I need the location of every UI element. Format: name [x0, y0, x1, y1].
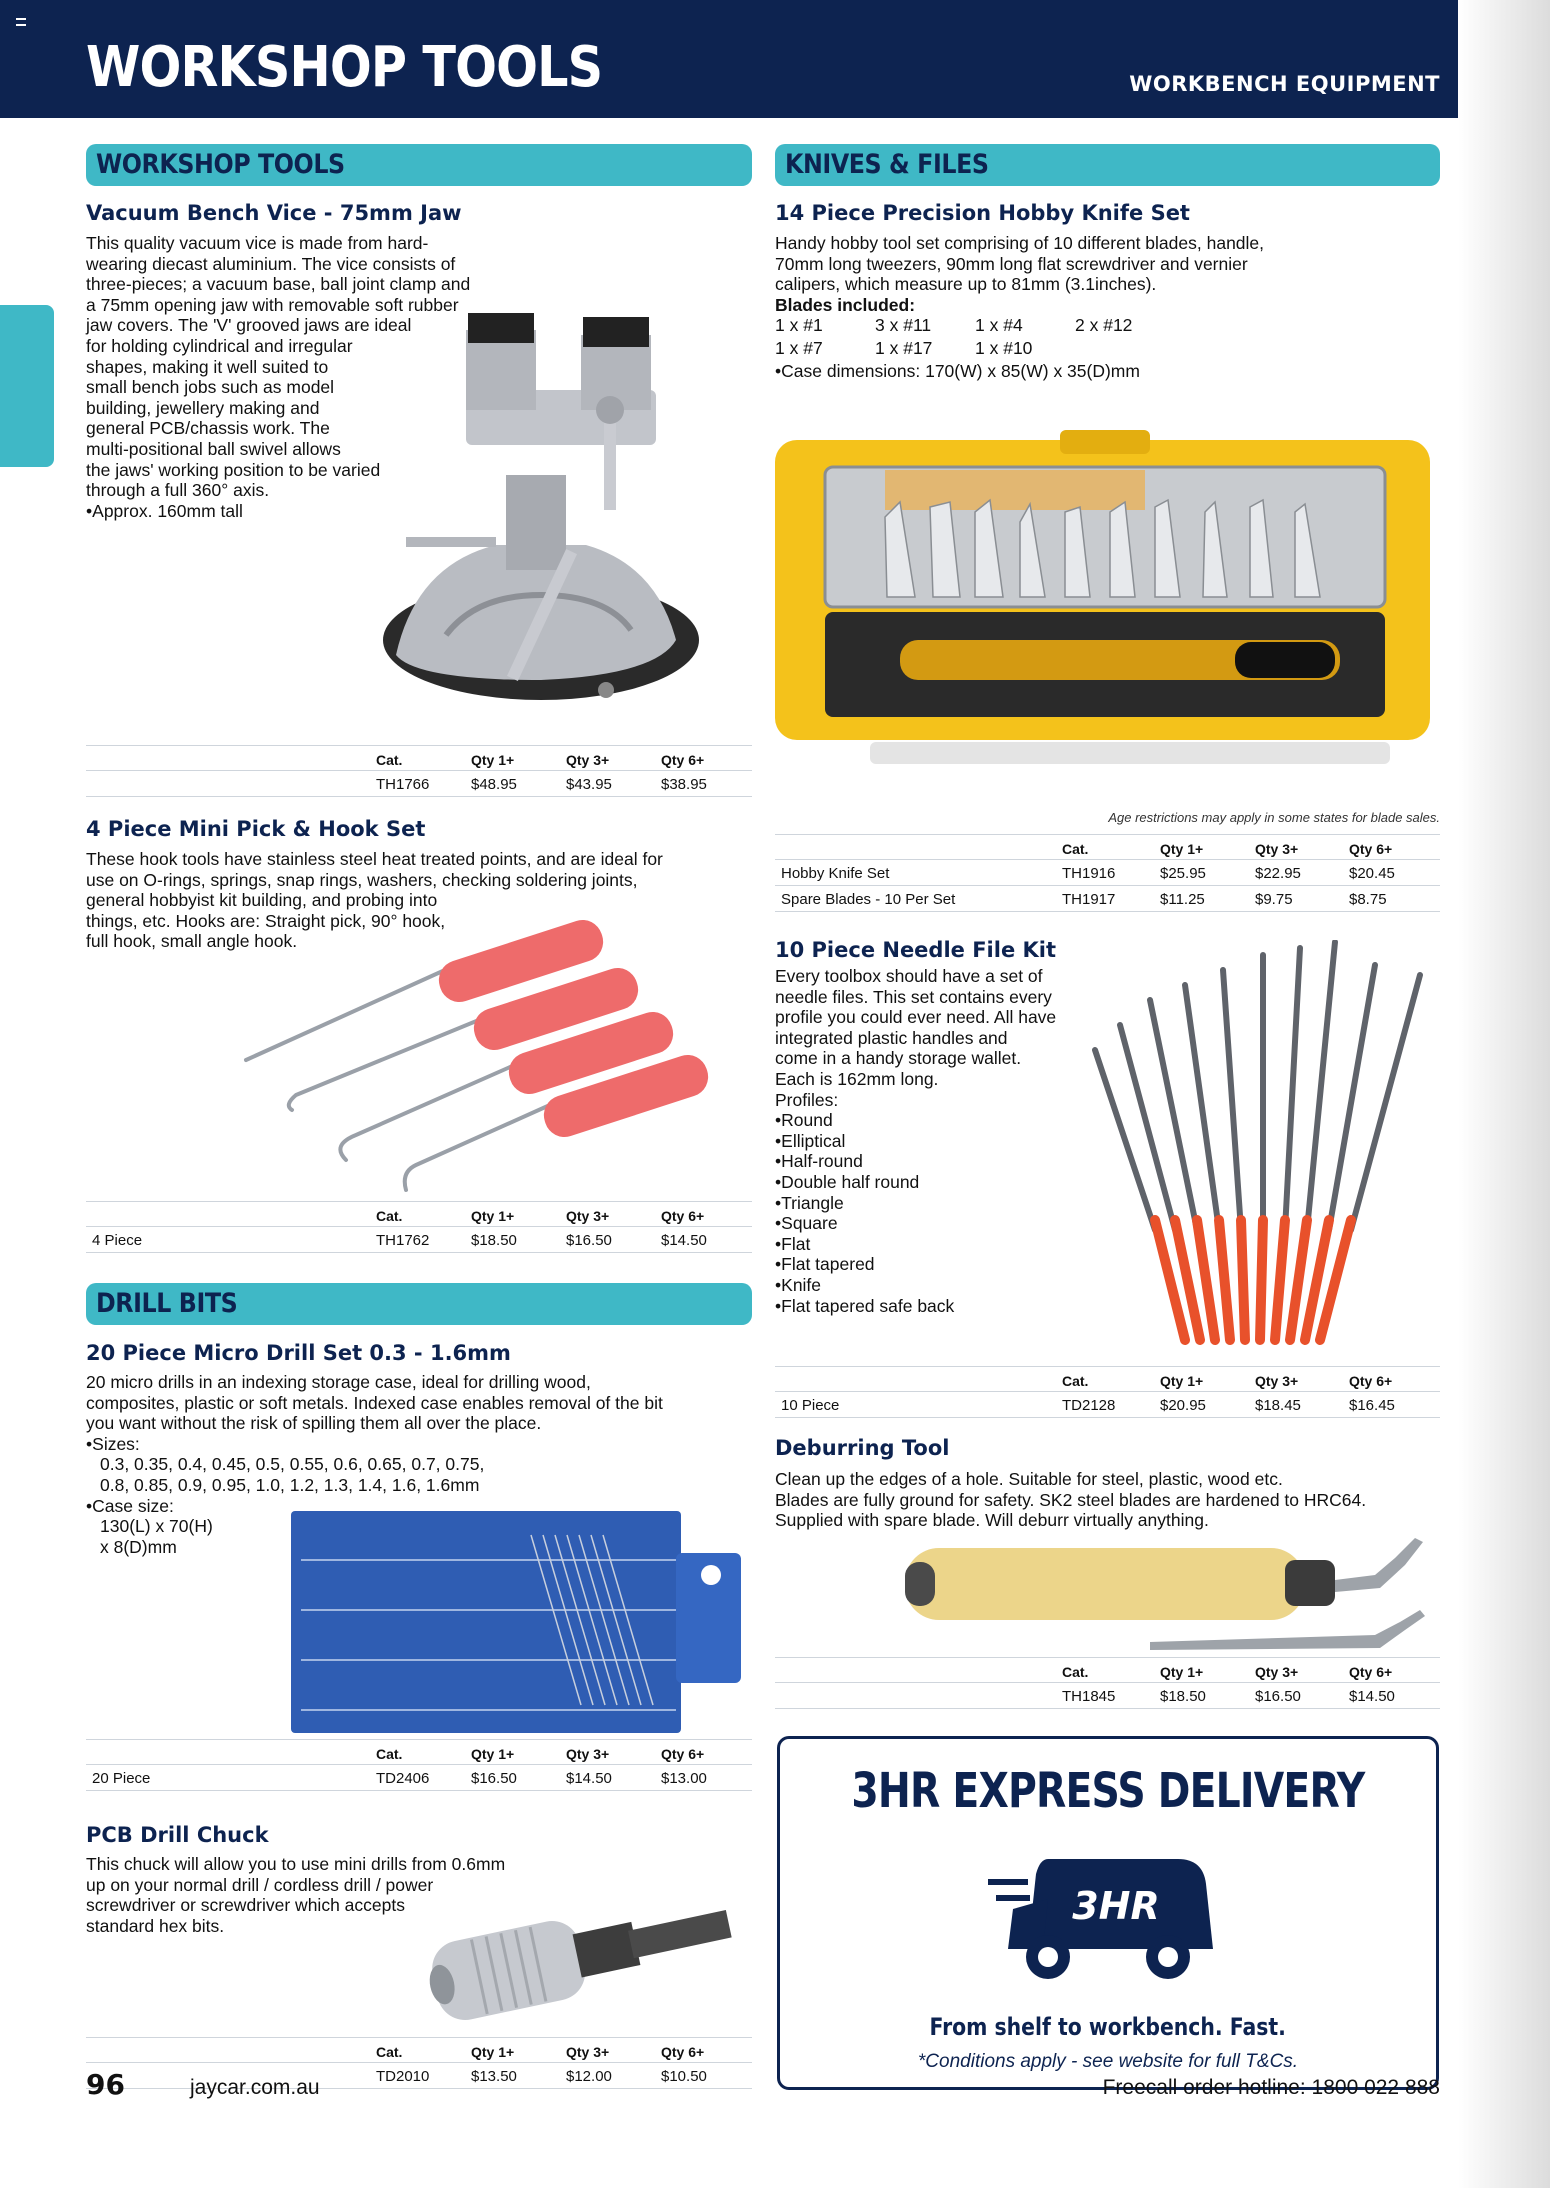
section-tab-marker[interactable]	[0, 305, 54, 467]
col-header-qty6: Qty 6+	[661, 1746, 705, 1762]
express-delivery-box[interactable]	[777, 1736, 1439, 2090]
profile-item: • Round	[775, 1110, 1105, 1131]
pick-set-price-table	[86, 1201, 752, 1253]
vacuum-vice-image	[376, 295, 706, 735]
price-qty6: $20.45	[1349, 865, 1395, 882]
desc-line: composites, plastic or soft metals. Indexed case enables removal of the bit	[86, 1392, 663, 1413]
price-qty1: $18.50	[471, 1232, 517, 1249]
desc-line: Each is 162mm long.	[775, 1068, 939, 1089]
needle-file-price-table	[775, 1366, 1440, 1418]
desc-line: 20 micro drills in an indexing storage case, ideal for drilling wood,	[86, 1372, 591, 1392]
price-qty3: $16.50	[1255, 1688, 1301, 1705]
col-header-qty6: Qty 6+	[661, 1208, 705, 1224]
table-row[interactable]	[775, 886, 1440, 912]
product-variant: 4 Piece	[92, 1232, 143, 1249]
blade-count: 1 x #10	[975, 338, 1033, 359]
cat-number: TH1917	[1062, 891, 1116, 908]
table-header-row	[775, 1657, 1440, 1683]
express-conditions: *Conditions apply - see website for full T&Cs.	[917, 2051, 1299, 2072]
profile-item: • Double half round	[775, 1172, 1105, 1193]
case-size-line: 130(L) x 70(H)	[100, 1516, 213, 1537]
blade-count: 1 x #7	[775, 338, 823, 359]
col-header-qty3: Qty 3+	[566, 2044, 610, 2060]
profile-item: • Flat	[775, 1234, 1105, 1255]
desc-line: calipers, which measure up to 81mm (3.1inches).	[775, 274, 1157, 295]
col-header-qty1: Qty 1+	[471, 1208, 515, 1224]
col-header-qty6: Qty 6+	[1349, 841, 1393, 857]
needle-file-title: 10 Piece Needle File Kit	[775, 938, 1057, 962]
blade-count: 1 x #4	[975, 315, 1023, 336]
table-row[interactable]	[86, 771, 752, 797]
price-qty1: $18.50	[1160, 1688, 1206, 1705]
price-qty1: $13.50	[471, 2068, 517, 2085]
table-row[interactable]	[86, 2063, 752, 2089]
desc-line: This quality vacuum vice is made from hard-	[86, 233, 429, 253]
col-header-qty3: Qty 3+	[1255, 1373, 1299, 1389]
bullet-item: • Case size:	[86, 1496, 752, 1517]
price-qty6: $10.50	[661, 2068, 707, 2085]
desc-line: through a full 360° axis.	[86, 480, 270, 501]
desc-line: the jaws' working position to be varied	[86, 459, 381, 480]
page-edge-shadow	[1458, 0, 1550, 2188]
profile-item: • Flat tapered safe back	[775, 1296, 1105, 1317]
page-number: 96	[86, 2068, 125, 2101]
needle-files-image	[1085, 940, 1430, 1360]
sizes-line: 0.3, 0.35, 0.4, 0.45, 0.5, 0.55, 0.6, 0.65, 0.7, 0.75,	[100, 1454, 485, 1475]
blade-count: 3 x #11	[875, 315, 932, 336]
bullet-item: • Approx. 160mm tall	[86, 501, 506, 522]
drill-chuck-image	[416, 1875, 746, 2025]
desc-line: jaw covers. The 'V' grooved jaws are ideal	[86, 315, 412, 336]
page-header	[0, 0, 1550, 118]
vice-title: Vacuum Bench Vice - 75mm Jaw	[86, 201, 462, 225]
col-header-cat: Cat.	[1062, 1373, 1089, 1389]
price-qty1: $20.95	[1160, 1397, 1206, 1414]
needle-file-description	[775, 966, 1105, 1316]
cat-number: TD2406	[376, 1770, 430, 1787]
hobby-knife-price-table	[775, 834, 1440, 912]
pick-hook-set-image	[236, 910, 746, 1200]
table-row[interactable]	[86, 1765, 752, 1791]
col-header-qty1: Qty 1+	[471, 1746, 515, 1762]
product-variant: Hobby Knife Set	[781, 865, 890, 882]
drill-chuck-title: PCB Drill Chuck	[86, 1823, 269, 1847]
col-header-qty6: Qty 6+	[1349, 1664, 1393, 1680]
drill-chuck-price-table	[86, 2037, 752, 2089]
blades-label: Blades included:	[775, 294, 916, 315]
cat-number: TD2128	[1062, 1397, 1116, 1414]
price-qty1: $25.95	[1160, 865, 1206, 882]
price-qty3: $22.95	[1255, 865, 1301, 882]
desc-line: use on O-rings, springs, snap rings, washers, checking soldering joints,	[86, 869, 638, 890]
hobby-knife-description	[775, 233, 1440, 382]
col-header-cat: Cat.	[376, 1746, 403, 1762]
price-qty1: $16.50	[471, 1770, 517, 1787]
price-qty3: $18.45	[1255, 1397, 1301, 1414]
desc-line: Every toolbox should have a set of	[775, 966, 1043, 986]
cat-number: TH1766	[376, 776, 430, 793]
price-qty3: $16.50	[566, 1232, 612, 1249]
desc-line: This chuck will allow you to use mini drills from 0.6mm	[86, 1854, 506, 1874]
website-link[interactable]: jaycar.com.au	[190, 2076, 320, 2099]
desc-line: full hook, small angle hook.	[86, 931, 298, 952]
deburring-tool-title: Deburring Tool	[775, 1436, 950, 1460]
desc-line: multi-positional ball swivel allows	[86, 438, 341, 459]
workshop-tools-banner: WORKSHOP TOOLS	[86, 144, 752, 186]
price-qty6: $13.00	[661, 1770, 707, 1787]
col-header-qty1: Qty 1+	[1160, 1664, 1204, 1680]
desc-line: integrated plastic handles and	[775, 1027, 1008, 1048]
cat-number: TH1845	[1062, 1688, 1116, 1705]
hobby-knife-title: 14 Piece Precision Hobby Knife Set	[775, 201, 1190, 225]
price-qty3: $9.75	[1255, 891, 1293, 908]
desc-line: 70mm long tweezers, 90mm long flat screwdriver and vernier	[775, 253, 1248, 274]
micro-drill-title: 20 Piece Micro Drill Set 0.3 - 1.6mm	[86, 1341, 511, 1365]
price-qty6: $14.50	[1349, 1688, 1395, 1705]
order-hotline: Freecall order hotline: 1800 022 888	[1102, 2076, 1440, 2099]
micro-drill-case-image	[281, 1505, 751, 1735]
desc-line: Supplied with spare blade. Will deburr virtually anything.	[775, 1510, 1209, 1531]
profile-item: • Triangle	[775, 1193, 1105, 1214]
express-title: 3HR EXPRESS DELIVERY	[851, 1763, 1365, 1819]
col-header-qty6: Qty 6+	[1349, 1373, 1393, 1389]
col-header-qty3: Qty 3+	[566, 1746, 610, 1762]
col-header-cat: Cat.	[376, 2044, 403, 2060]
table-row[interactable]	[86, 1227, 752, 1253]
col-header-qty3: Qty 3+	[1255, 841, 1299, 857]
blades-row	[775, 315, 1440, 338]
menu-icon[interactable]	[16, 18, 26, 26]
bullet-item: • Sizes:	[86, 1434, 752, 1455]
col-header-qty6: Qty 6+	[661, 752, 705, 768]
price-qty1: $48.95	[471, 776, 517, 793]
table-header-row	[86, 745, 752, 771]
price-qty3: $12.00	[566, 2068, 612, 2085]
sizes-line: 0.8, 0.85, 0.9, 0.95, 1.0, 1.2, 1.3, 1.4, 1.6, 1.6mm	[100, 1474, 480, 1495]
product-variant: 20 Piece	[92, 1770, 151, 1787]
desc-line: Handy hobby tool set comprising of 10 different blades, handle,	[775, 233, 1265, 253]
col-header-cat: Cat.	[1062, 841, 1089, 857]
blade-count: 1 x #1	[775, 315, 823, 336]
price-qty6: $16.45	[1349, 1397, 1395, 1414]
price-qty3: $14.50	[566, 1770, 612, 1787]
express-tagline: From shelf to workbench. Fast.	[929, 2013, 1287, 2041]
bullet-item: • Case dimensions: 170(W) x 85(W) x 35(D)mm	[775, 361, 1440, 382]
col-header-cat: Cat.	[1062, 1664, 1089, 1680]
blade-count: 2 x #12	[1075, 315, 1133, 336]
vice-price-table	[86, 745, 752, 797]
table-header-row	[775, 1366, 1440, 1392]
pick-set-title: 4 Piece Mini Pick & Hook Set	[86, 817, 426, 841]
col-header-qty1: Qty 1+	[471, 2044, 515, 2060]
price-qty6: $14.50	[661, 1232, 707, 1249]
table-header-row	[86, 1739, 752, 1765]
desc-line: come in a handy storage wallet.	[775, 1048, 1022, 1069]
col-header-qty3: Qty 3+	[566, 752, 610, 768]
col-header-qty3: Qty 3+	[566, 1208, 610, 1224]
table-header-row	[775, 834, 1440, 860]
desc-line: Clean up the edges of a hole. Suitable for steel, plastic, wood etc.	[775, 1469, 1283, 1489]
cat-number: TH1916	[1062, 865, 1116, 882]
table-row[interactable]	[775, 1392, 1440, 1418]
col-header-qty3: Qty 3+	[1255, 1664, 1299, 1680]
table-header-row	[86, 2037, 752, 2063]
desc-line: for holding cylindrical and irregular	[86, 335, 353, 356]
desc-line: needle files. This set contains every	[775, 986, 1052, 1007]
truck-label: 3HR	[1072, 1884, 1160, 1928]
desc-line: screwdriver or screwdriver which accepts	[86, 1895, 405, 1916]
profiles-label: Profiles:	[775, 1089, 839, 1110]
hobby-knife-case-image	[775, 412, 1440, 787]
profile-item: • Knife	[775, 1275, 1105, 1296]
col-header-cat: Cat.	[376, 752, 403, 768]
desc-line: building, jewellery making and	[86, 397, 320, 418]
blade-count: 1 x #17	[875, 338, 933, 359]
desc-line: things, etc. Hooks are: Straight pick, 90° hook,	[86, 910, 446, 931]
profile-item: • Half-round	[775, 1151, 1105, 1172]
product-variant: 10 Piece	[781, 1397, 840, 1414]
table-header-row	[86, 1201, 752, 1227]
desc-line: a 75mm opening jaw with removable soft rubber	[86, 294, 459, 315]
profile-item: • Square	[775, 1213, 1105, 1234]
cat-number: TH1762	[376, 1232, 430, 1249]
product-variant: Spare Blades - 10 Per Set	[781, 891, 956, 908]
col-header-qty1: Qty 1+	[1160, 841, 1204, 857]
profile-item: • Elliptical	[775, 1131, 1105, 1152]
blades-row	[775, 338, 1440, 361]
deburring-tool-price-table	[775, 1657, 1440, 1709]
price-qty6: $8.75	[1349, 891, 1387, 908]
knives-files-banner: KNIVES & FILES	[775, 144, 1440, 186]
table-row[interactable]	[775, 860, 1440, 886]
desc-line: profile you could ever need. All have	[775, 1007, 1057, 1028]
col-header-cat: Cat.	[376, 1208, 403, 1224]
desc-line: wearing diecast aluminium. The vice consists of	[86, 253, 456, 274]
price-qty3: $43.95	[566, 776, 612, 793]
page-title: WORKSHOP TOOLS	[86, 35, 603, 100]
micro-drill-price-table	[86, 1739, 752, 1791]
drill-bits-banner: DRILL BITS	[86, 1283, 752, 1325]
desc-line: general hobbyist kit building, and probing into	[86, 890, 438, 911]
deburring-tool-description	[775, 1469, 1440, 1531]
desc-line: These hook tools have stainless steel heat treated points, and are ideal for	[86, 849, 663, 869]
col-header-qty6: Qty 6+	[661, 2044, 705, 2060]
desc-line: three-pieces; a vacuum base, ball joint clamp and	[86, 274, 471, 295]
desc-line: small bench jobs such as model	[86, 377, 335, 398]
desc-line: standard hex bits.	[86, 1915, 225, 1936]
desc-line: you want without the risk of spilling them all over the place.	[86, 1413, 542, 1434]
case-size-line: x 8(D)mm	[100, 1536, 177, 1557]
deburring-tool-image	[905, 1530, 1435, 1650]
desc-line: general PCB/chassis work. The	[86, 418, 330, 439]
desc-line: shapes, making it well suited to	[86, 356, 329, 377]
price-qty1: $11.25	[1160, 891, 1205, 908]
desc-line: Blades are fully ground for safety. SK2 steel blades are hardened to HRC64.	[775, 1489, 1367, 1510]
price-qty6: $38.95	[661, 776, 707, 793]
table-row[interactable]	[775, 1683, 1440, 1709]
age-restriction-note: Age restrictions may apply in some states for blade sales.	[1108, 810, 1440, 825]
col-header-qty1: Qty 1+	[471, 752, 515, 768]
desc-line: up on your normal drill / cordless drill / power	[86, 1874, 434, 1895]
col-header-qty1: Qty 1+	[1160, 1373, 1204, 1389]
delivery-truck-icon	[988, 1839, 1228, 1999]
section-label: WORKBENCH EQUIPMENT	[1129, 72, 1440, 96]
cat-number: TD2010	[376, 2068, 430, 2085]
profile-item: • Flat tapered	[775, 1254, 1105, 1275]
